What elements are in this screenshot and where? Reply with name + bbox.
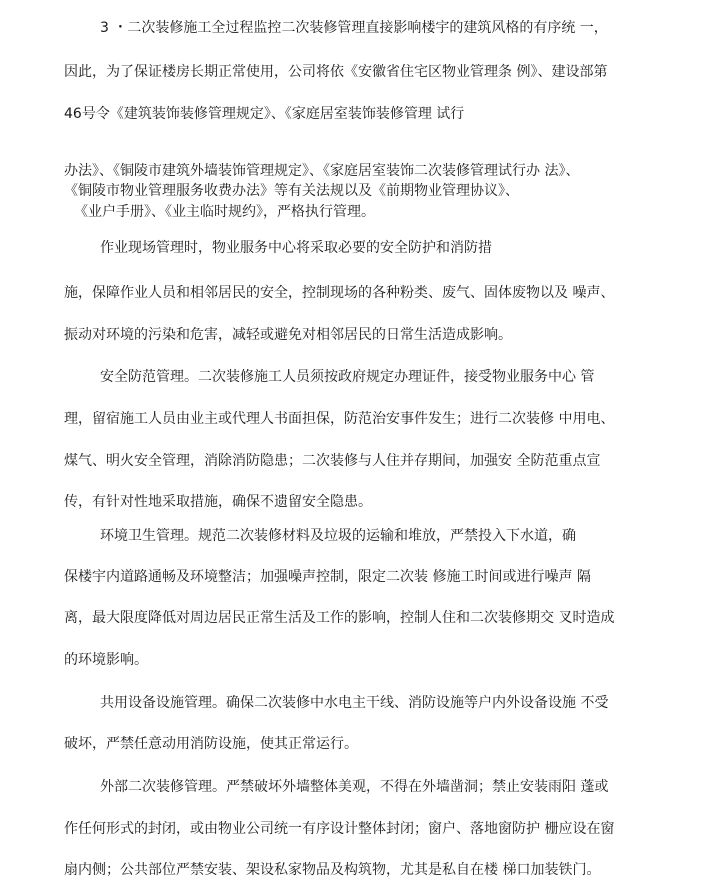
text-line: 煤气、明火安全管理，消除消防隐患；二次装修与人住并存期间，加强安 全防范重点宣 — [64, 453, 601, 469]
text-line: 保楼宇内道路通畅及环境整洁；加强噪声控制，限定二次装 修施工时间或进行噪声 隔 — [64, 569, 591, 585]
text-line: 作业现场管理时，物业服务中心将采取必要的安全防护和消防措 — [100, 240, 492, 256]
text-line: 作任何形式的封闭，或由物业公司统一有序设计整体封闭；窗户、落地窗防护 栅应设在窗 — [64, 821, 615, 837]
text-line: 共用设备设施管理。确保二次装修中水电主干线、消防设施等户内外设备设施 不受 — [100, 695, 609, 711]
text-line: 传，有针对性地采取措施，确保不遗留安全隐患。 — [64, 494, 372, 510]
text-line: 扇内侧；公共部位严禁安装、架设私家物品及构筑物，尤其是私自在楼 梯口加装铁门。 — [64, 862, 601, 878]
text-line: 安全防范管理。二次装修施工人员须按政府规定办理证件，接受物业服务中心 管 — [100, 369, 595, 385]
text-line: 环境卫生管理。规范二次装修材料及垃圾的运输和堆放，严禁投入下水道，确 — [100, 528, 576, 544]
text-line: 3 ・二次装修施工全过程监控二次装修管理直接影响楼宇的建筑风格的有序统 一， — [100, 20, 608, 36]
text-line: 理，留宿施工人员由业主或代理人书面担保，防范治安事件发生；进行二次装修 中用电、 — [64, 411, 615, 427]
text-line: 《业户手册》、《业主临时规约》，严格执行管理。 — [74, 204, 375, 220]
text-line: 离，最大限度降低对周边居民正常生活及工作的影响，控制人住和二次装修期交 叉时造成 — [64, 610, 615, 626]
text-line: 因此，为了保证楼房长期正常使用，公司将依《安徽省住宅区物业管理条 例》、建设部第 — [64, 64, 608, 80]
text-line: 破坏，严禁任意动用消防设施，使其正常运行。 — [64, 736, 358, 752]
text-line: 《铜陵市物业管理服务收费办法》等有关法规以及《前期物业管理协议》、 — [64, 183, 519, 199]
text-line: 施，保障作业人员和相邻居民的安全，控制现场的各种粉类、废气、固体废物以及 噪声、 — [64, 285, 615, 301]
text-line: 的环境影响。 — [64, 652, 148, 668]
text-line: 46号令《建筑装饰装修管理规定》、《家庭居室装饰装修管理 试行 — [64, 106, 465, 122]
text-line: 办法》、《铜陵市建筑外墙装饰管理规定》、《家庭居室装饰二次装修管理试行办 法》、 — [64, 163, 580, 179]
text-line: 振动对环境的污染和危害，减轻或避免对相邻居民的日常生活造成影响。 — [64, 327, 512, 343]
text-line: 外部二次装修管理。严禁破坏外墙整体美观，不得在外墙凿洞；禁止安装雨阳 蓬或 — [100, 779, 609, 795]
